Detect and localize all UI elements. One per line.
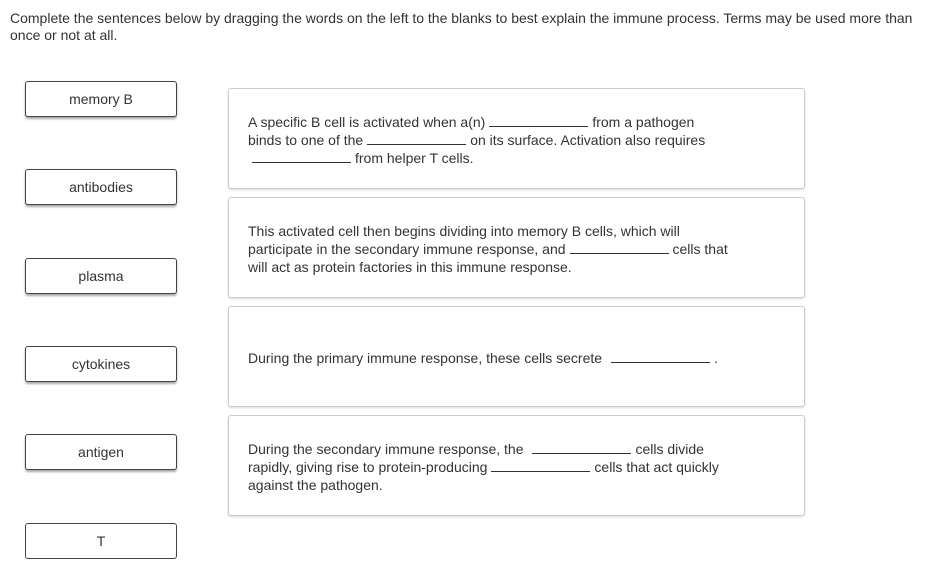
- sentence-4-line-2-start: rapidly, giving rise to protein-producing: [248, 459, 488, 475]
- sentence-2-line-2-end: cells that: [672, 241, 728, 257]
- sentence-text-1: [248, 113, 705, 167]
- draggable-word-t[interactable]: T: [25, 523, 177, 559]
- sentence-box-2: [228, 197, 805, 298]
- sentence-3-line-1-start: During the primary immune response, these cells secrete: [248, 350, 603, 366]
- blank-1-1[interactable]: [489, 114, 588, 127]
- sentence-box-3: [228, 306, 805, 407]
- draggable-word-antigen[interactable]: antigen: [25, 434, 177, 470]
- sentence-text-2: [248, 222, 728, 276]
- draggable-word-antibodies[interactable]: antibodies: [25, 169, 177, 205]
- sentence-1-line-1-end: from a pathogen: [592, 114, 695, 130]
- blank-2-1[interactable]: [570, 241, 669, 254]
- sentence-2-line-3: will act as protein factories in this immune response.: [248, 259, 572, 275]
- sentence-box-1: [228, 88, 805, 189]
- sentence-text-4: [248, 440, 719, 494]
- sentence-1-line-1-start: A specific B cell is activated when a(n): [248, 114, 486, 130]
- draggable-word-plasma[interactable]: plasma: [25, 258, 177, 294]
- sentence-2-line-2-start: participate in the secondary immune response, and: [248, 241, 566, 257]
- sentence-4-line-1-start: During the secondary immune response, the: [248, 441, 524, 457]
- draggable-word-memory-b[interactable]: memory B: [25, 81, 177, 117]
- sentence-1-line-2-end: on its surface. Activation also requires: [470, 132, 706, 148]
- blank-4-2[interactable]: [491, 459, 590, 472]
- question-instructions: Complete the sentences below by dragging the words on the left to the blanks to best explain the immune process. Terms may be used more than once or not at all.: [10, 10, 913, 43]
- sentence-2-line-1: This activated cell then begins dividing into memory B cells, which will: [248, 223, 680, 239]
- sentence-4-line-2-end: cells that act quickly: [594, 459, 719, 475]
- blank-1-3[interactable]: [252, 150, 351, 163]
- blank-3-1[interactable]: [611, 350, 710, 363]
- blank-4-1[interactable]: [532, 441, 631, 454]
- sentence-4-line-3: against the pathogen.: [248, 477, 383, 493]
- sentence-4-line-1-end: cells divide: [635, 441, 704, 457]
- sentence-text-3: [248, 349, 718, 367]
- sentence-box-4: [228, 415, 805, 516]
- blank-1-2[interactable]: [367, 132, 466, 145]
- sentence-1-line-3-end: from helper T cells.: [355, 150, 474, 166]
- draggable-word-cytokines[interactable]: cytokines: [25, 346, 177, 382]
- sentence-3-line-1-end: .: [714, 350, 718, 366]
- sentence-1-line-2-start: binds to one of the: [248, 132, 364, 148]
